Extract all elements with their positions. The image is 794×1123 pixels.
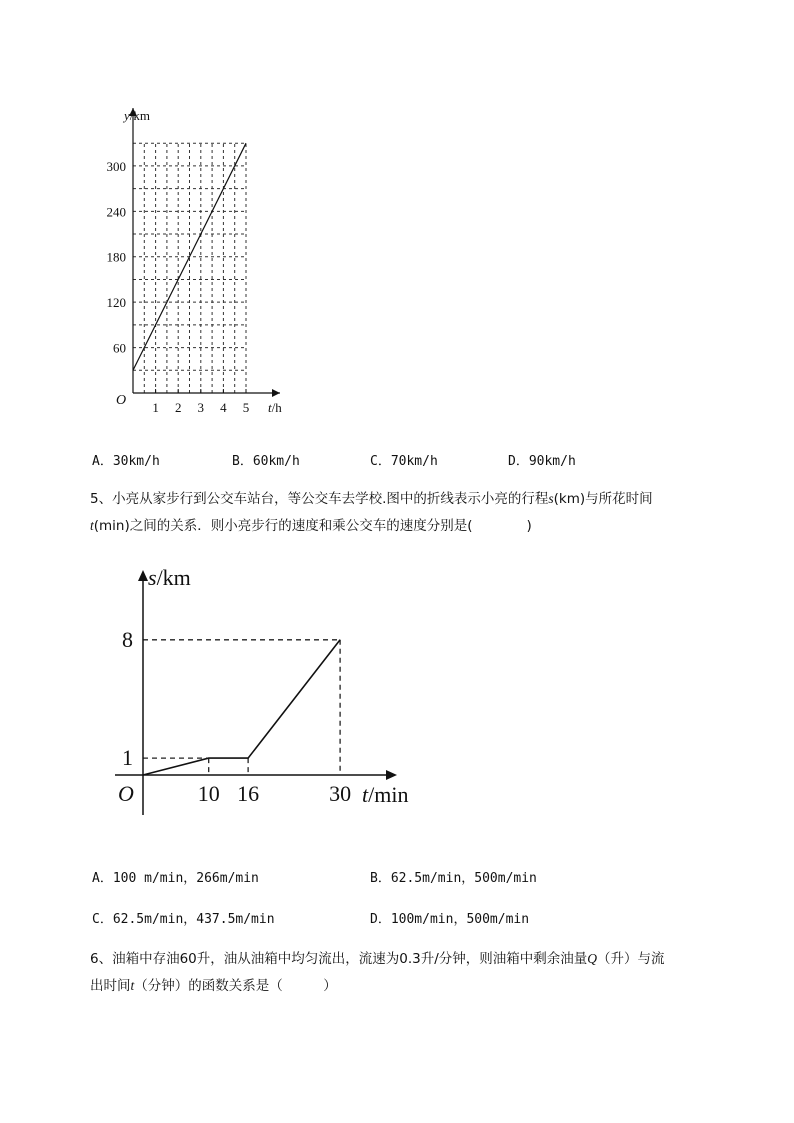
q6-text-cont: （升）与流 — [597, 951, 665, 967]
y-axis-label: y/km — [124, 108, 151, 123]
chart-distance-time-2 — [100, 560, 430, 830]
x-tick-label: 1 — [152, 400, 159, 415]
option-a[interactable]: A．30km/h — [92, 454, 160, 469]
y-tick-label: 300 — [106, 158, 126, 174]
question-5-line-1 — [90, 485, 653, 513]
question-6-line-1 — [90, 945, 665, 973]
x-tick-label: 30 — [329, 781, 352, 806]
q6-var-q: Q — [587, 951, 598, 966]
x-tick-label: 4 — [220, 400, 227, 415]
y-tick-label: 180 — [106, 249, 126, 265]
question-6-line-2 — [90, 972, 337, 1000]
y-tick-label: 60 — [113, 340, 126, 356]
y-axis-arrow — [138, 570, 148, 581]
q6-text-end: （分钟）的函数关系是（ ） — [134, 978, 337, 994]
q5-option-c[interactable]: C．62.5m/min，437.5m/min — [92, 912, 275, 927]
q6-text: 6、油箱中存油60升，油从油箱中均匀流出，流速为0.3升/分钟，则油箱中剩余油量 — [90, 951, 588, 967]
x-axis-label: t/h — [268, 400, 282, 415]
x-axis-label: t/min — [362, 782, 409, 807]
axes — [129, 108, 280, 397]
x-tick-label: 16 — [237, 781, 260, 806]
question-5-line-2 — [90, 512, 532, 540]
q5-var-s: s — [548, 491, 554, 506]
chart-distance-time-1 — [100, 100, 300, 420]
q6-var-t: t — [130, 978, 135, 993]
q5-option-d[interactable]: D．100m/min，500m/min — [370, 912, 530, 927]
y-tick-label: 240 — [106, 204, 126, 220]
data-series — [143, 640, 340, 775]
x-axis-arrow — [386, 770, 397, 780]
axes — [115, 570, 397, 815]
x-axis-arrow — [272, 389, 280, 397]
x-tick-label: 3 — [197, 400, 205, 415]
y-tick-label: 120 — [106, 295, 126, 311]
tick-labels — [122, 627, 351, 806]
q5-option-b[interactable]: B．62.5m/min，500m/min — [370, 871, 537, 886]
series-line — [143, 640, 340, 775]
x-tick-label: 5 — [242, 400, 250, 415]
option-d[interactable]: D．90km/h — [508, 454, 576, 469]
y-axis-label: s/km — [148, 565, 191, 590]
origin-label: O — [118, 781, 134, 806]
origin-label: O — [116, 393, 127, 408]
option-c[interactable]: C．70km/h — [370, 454, 438, 469]
q5-text-end: (min)之间的关系．则小亮步行的速度和乘公交车的速度分别是( ) — [93, 518, 532, 534]
x-tick-label: 10 — [197, 781, 220, 806]
y-tick-label: 8 — [122, 626, 133, 652]
q5-text: 5、小亮从家步行到公交车站台，等公交车去学校.图中的折线表示小亮的行程 — [90, 491, 549, 507]
option-b[interactable]: B．60km/h — [232, 454, 300, 469]
q5-text-cont: (km)与所花时间 — [553, 491, 653, 507]
q5-option-a[interactable]: A．100 m/min，266m/min — [92, 871, 259, 886]
guide-lines — [143, 640, 340, 775]
tick-labels — [107, 159, 250, 415]
q5-var-t: t — [90, 518, 94, 533]
y-tick-label: 1 — [122, 745, 133, 771]
q6-text-2: 出时间 — [90, 978, 131, 994]
grid — [133, 143, 246, 393]
x-tick-label: 2 — [174, 400, 182, 415]
